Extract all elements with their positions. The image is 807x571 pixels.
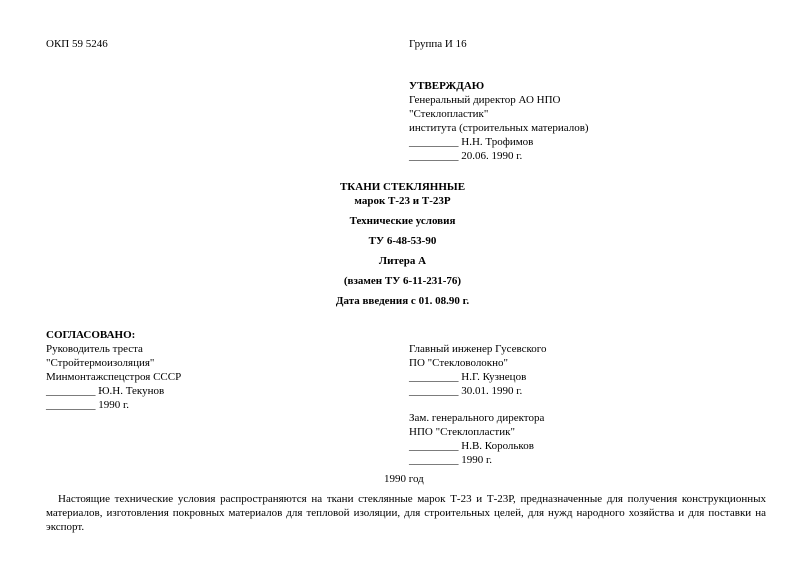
document-title-block (250, 180, 555, 308)
agreed-date: _________ 1990 г. (46, 399, 130, 411)
agreed-line: ПО "Стекловолокно" (409, 357, 509, 369)
replaces-note: (взамен ТУ 6-11-231-76) (343, 275, 462, 287)
agreed-heading: СОГЛАСОВАНО: (46, 329, 136, 341)
agreed-signature: _________ Ю.Н. Текунов (46, 385, 165, 397)
technical-conditions: Технические условия (349, 215, 456, 227)
agreed-line: НПО "Стеклопластик" (409, 426, 515, 438)
agreed-line: Зам. генерального директора (409, 412, 545, 424)
agreed-block-left (46, 328, 181, 412)
document-subtitle: марок Т-23 и Т-23Р (354, 195, 451, 207)
approval-heading: УТВЕРЖДАЮ (409, 80, 485, 92)
introduction-date: Дата введения с 01. 08.90 г. (335, 295, 470, 307)
agreed-signature: _________ Н.В. Корольков (409, 440, 534, 452)
approval-date: _________ 20.06. 1990 г. (409, 150, 523, 162)
approval-line: Генеральный директор АО НПО (409, 94, 561, 106)
tu-number: ТУ 6-48-53-90 (368, 235, 437, 247)
agreed-line: Минмонтажспецстроя СССР (46, 371, 182, 383)
body-paragraph: Настоящие технические условия распространяются на ткани стеклянные марок Т-23 и Т-23Р, предназначенные для получения конструкционных материалов, изготовления покровных материалов для тепловой изоляции, для строительных целей, для нужд народного хозяйства и для поставки на экспорт. (46, 493, 766, 533)
agreed-block-right-2 (409, 411, 544, 467)
approval-line: института (строительных материалов) (409, 122, 589, 134)
litera: Литера А (378, 255, 427, 267)
agreed-signature: _________ Н.Г. Кузнецов (409, 371, 527, 383)
approval-block (409, 79, 589, 163)
document-title: ТКАНИ СТЕКЛЯННЫЕ (339, 181, 466, 193)
agreed-block-right-1 (409, 342, 547, 398)
agreed-line: Руководитель треста (46, 343, 143, 355)
agreed-line: "Стройтермоизоляция" (46, 357, 155, 369)
group-code: Группа И 16 (409, 38, 467, 50)
document-year: 1990 год (384, 473, 424, 485)
approval-signature: _________ Н.Н. Трофимов (409, 136, 534, 148)
agreed-date: _________ 1990 г. (409, 454, 493, 466)
agreed-date: _________ 30.01. 1990 г. (409, 385, 523, 397)
approval-line: "Стеклопластик" (409, 108, 489, 120)
okp-code: ОКП 59 5246 (46, 38, 108, 50)
agreed-line: Главный инженер Гусевского (409, 343, 547, 355)
